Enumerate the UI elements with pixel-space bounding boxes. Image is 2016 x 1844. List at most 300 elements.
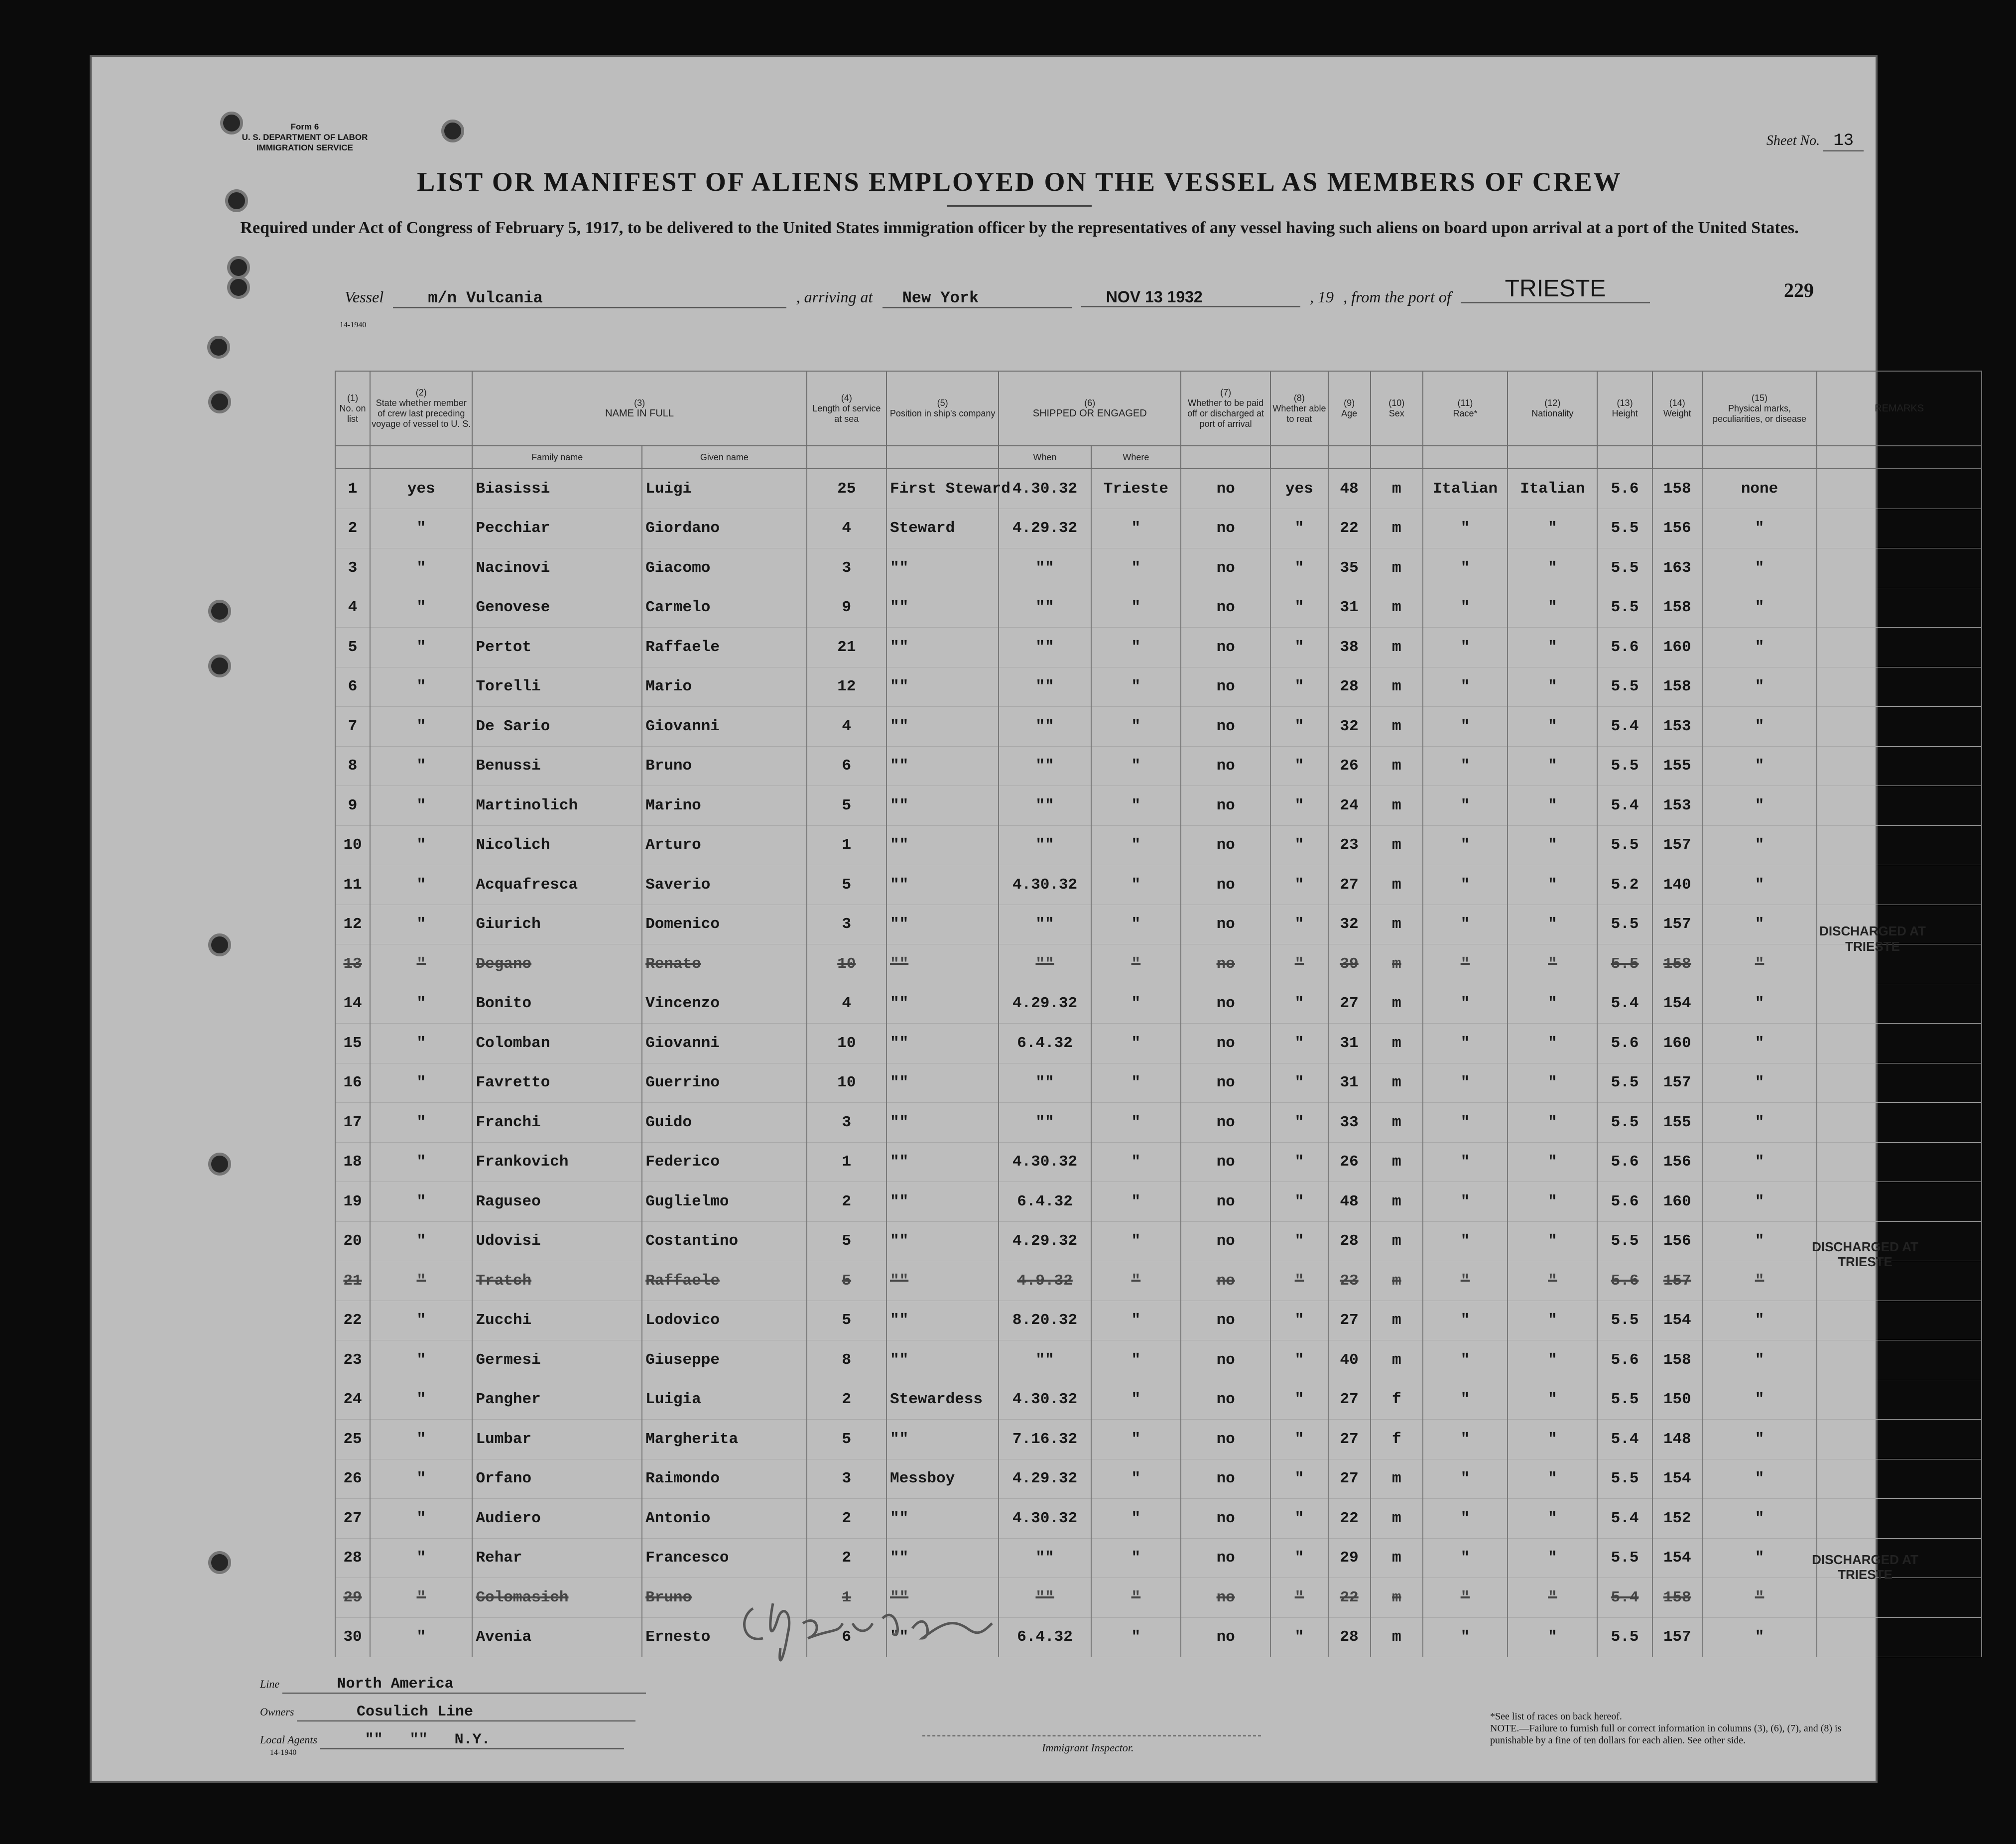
able-to-reship: " xyxy=(1270,1063,1328,1103)
remarks-cell xyxy=(1817,1301,1982,1340)
weight: 156 xyxy=(1652,1142,1702,1182)
paid-off: no xyxy=(1181,1063,1270,1103)
previous-voyage: " xyxy=(370,1459,472,1499)
col-when: When xyxy=(999,446,1091,469)
able-to-reship: " xyxy=(1270,707,1328,747)
nationality: " xyxy=(1508,825,1597,865)
shipped-where: " xyxy=(1091,1420,1181,1459)
age: 27 xyxy=(1328,984,1371,1024)
shipped-where: " xyxy=(1091,1538,1181,1578)
weight: 160 xyxy=(1652,628,1702,667)
weight: 160 xyxy=(1652,1024,1702,1063)
sex: m xyxy=(1371,1261,1423,1301)
row-number: 4 xyxy=(335,588,370,628)
service-length: 5 xyxy=(807,786,886,826)
shipped-where: " xyxy=(1091,1578,1181,1618)
remarks-cell xyxy=(1817,1459,1982,1499)
shipped-where: " xyxy=(1091,1380,1181,1420)
physical-marks: " xyxy=(1702,628,1817,667)
given-name: Antonio xyxy=(642,1499,807,1539)
family-name: De Sario xyxy=(472,707,642,747)
physical-marks: " xyxy=(1702,1024,1817,1063)
physical-marks: " xyxy=(1702,905,1817,944)
row-number: 13 xyxy=(335,944,370,984)
position: "" xyxy=(886,1420,999,1459)
previous-voyage: " xyxy=(370,984,472,1024)
form-number: Form 6 xyxy=(290,122,319,132)
family-name: Zucchi xyxy=(472,1301,642,1340)
position: Steward xyxy=(886,509,999,548)
previous-voyage: " xyxy=(370,1221,472,1261)
shipped-when: 6.4.32 xyxy=(999,1617,1091,1657)
footer-owners xyxy=(260,1704,808,1721)
age: 26 xyxy=(1328,746,1371,786)
table-row xyxy=(335,984,1982,1024)
height: 5.4 xyxy=(1597,984,1652,1024)
age: 28 xyxy=(1328,1221,1371,1261)
row-number: 15 xyxy=(335,1024,370,1063)
weight: 158 xyxy=(1652,469,1702,509)
previous-voyage: " xyxy=(370,1420,472,1459)
shipped-where: " xyxy=(1091,746,1181,786)
row-number: 25 xyxy=(335,1420,370,1459)
position: "" xyxy=(886,1617,999,1657)
row-number: 30 xyxy=(335,1617,370,1657)
service-length: 12 xyxy=(807,667,886,707)
family-name: Nacinovi xyxy=(472,548,642,588)
physical-marks: " xyxy=(1702,1499,1817,1539)
shipped-where: " xyxy=(1091,588,1181,628)
position: "" xyxy=(886,1499,999,1539)
col-race: (11) Race* xyxy=(1423,371,1508,446)
table-row xyxy=(335,1499,1982,1539)
physical-marks: " xyxy=(1702,1578,1817,1618)
page-subtitle: Required under Act of Congress of February 5, 1917, to be delivered to the United States immigration officer by the representatives of any vessel having such aliens on board upon arrival at a port of the United States. xyxy=(240,219,1799,237)
age: 28 xyxy=(1328,1617,1371,1657)
remarks-cell xyxy=(1817,1420,1982,1459)
remarks-cell xyxy=(1817,707,1982,747)
col-sex: (10) Sex xyxy=(1371,371,1423,446)
age: 27 xyxy=(1328,1380,1371,1420)
weight: 148 xyxy=(1652,1420,1702,1459)
sex: m xyxy=(1371,1221,1423,1261)
previous-voyage: " xyxy=(370,1538,472,1578)
shipped-when: 4.30.32 xyxy=(999,469,1091,509)
weight: 154 xyxy=(1652,1301,1702,1340)
paid-off: no xyxy=(1181,1459,1270,1499)
previous-voyage: " xyxy=(370,588,472,628)
nationality: " xyxy=(1508,944,1597,984)
nationality: " xyxy=(1508,984,1597,1024)
remarks-cell xyxy=(1817,1578,1982,1618)
position: "" xyxy=(886,905,999,944)
shipped-when: "" xyxy=(999,825,1091,865)
family-name: Lumbar xyxy=(472,1420,642,1459)
sex: m xyxy=(1371,628,1423,667)
remarks-cell xyxy=(1817,588,1982,628)
shipped-where: " xyxy=(1091,1499,1181,1539)
paid-off: no xyxy=(1181,1261,1270,1301)
remarks-cell xyxy=(1817,667,1982,707)
height: 5.5 xyxy=(1597,905,1652,944)
given-name: Vincenzo xyxy=(642,984,807,1024)
race: " xyxy=(1423,1459,1508,1499)
race: " xyxy=(1423,984,1508,1024)
service-length: 5 xyxy=(807,1420,886,1459)
position: "" xyxy=(886,1340,999,1380)
physical-marks: " xyxy=(1702,509,1817,548)
shipped-where: " xyxy=(1091,548,1181,588)
table-body xyxy=(335,469,1982,1657)
paid-off: no xyxy=(1181,469,1270,509)
able-to-reship: " xyxy=(1270,786,1328,826)
row-number: 28 xyxy=(335,1538,370,1578)
row-number: 10 xyxy=(335,825,370,865)
age: 38 xyxy=(1328,628,1371,667)
row-number: 14 xyxy=(335,984,370,1024)
nationality: " xyxy=(1508,1340,1597,1380)
table-row xyxy=(335,548,1982,588)
physical-marks: " xyxy=(1702,746,1817,786)
sex: m xyxy=(1371,707,1423,747)
shipped-when: "" xyxy=(999,1578,1091,1618)
row-number: 27 xyxy=(335,1499,370,1539)
inspector-label: Immigrant Inspector. xyxy=(1042,1741,1134,1754)
given-name: Raffaele xyxy=(642,628,807,667)
nationality: " xyxy=(1508,1063,1597,1103)
paid-off: no xyxy=(1181,1499,1270,1539)
previous-voyage: " xyxy=(370,509,472,548)
age: 23 xyxy=(1328,1261,1371,1301)
age: 22 xyxy=(1328,1578,1371,1618)
able-to-reship: " xyxy=(1270,825,1328,865)
race: " xyxy=(1423,1301,1508,1340)
shipped-when: "" xyxy=(999,786,1091,826)
able-to-reship: " xyxy=(1270,1182,1328,1222)
family-name: Colomban xyxy=(472,1024,642,1063)
given-name: Carmelo xyxy=(642,588,807,628)
weight: 158 xyxy=(1652,1578,1702,1618)
position: "" xyxy=(886,628,999,667)
given-name: Francesco xyxy=(642,1538,807,1578)
arrival-port: New York xyxy=(882,289,1072,308)
given-name: Arturo xyxy=(642,825,807,865)
previous-voyage: " xyxy=(370,1103,472,1143)
previous-voyage: " xyxy=(370,707,472,747)
col-reship: (8) Whether able to reat xyxy=(1270,371,1328,446)
sex: m xyxy=(1371,1063,1423,1103)
family-name: Nicolich xyxy=(472,825,642,865)
row-number: 6 xyxy=(335,667,370,707)
height: 5.5 xyxy=(1597,1301,1652,1340)
shipped-where: " xyxy=(1091,1142,1181,1182)
nationality: " xyxy=(1508,1301,1597,1340)
age: 23 xyxy=(1328,825,1371,865)
previous-voyage: " xyxy=(370,1617,472,1657)
nationality: " xyxy=(1508,865,1597,905)
departure-port: TRIESTE xyxy=(1461,275,1650,303)
race: " xyxy=(1423,1499,1508,1539)
height: 5.2 xyxy=(1597,865,1652,905)
table-row xyxy=(335,628,1982,667)
shipped-when: "" xyxy=(999,746,1091,786)
able-to-reship: " xyxy=(1270,628,1328,667)
weight: 158 xyxy=(1652,588,1702,628)
paid-off: no xyxy=(1181,865,1270,905)
vessel-name: m/n Vulcania xyxy=(393,289,786,308)
row-number: 11 xyxy=(335,865,370,905)
given-name: Raimondo xyxy=(642,1459,807,1499)
nationality: " xyxy=(1508,509,1597,548)
family-name: Torelli xyxy=(472,667,642,707)
age: 27 xyxy=(1328,1301,1371,1340)
age: 39 xyxy=(1328,944,1371,984)
service-length: 10 xyxy=(807,1024,886,1063)
sex: m xyxy=(1371,1617,1423,1657)
race: " xyxy=(1423,1063,1508,1103)
sex: m xyxy=(1371,1340,1423,1380)
position: "" xyxy=(886,667,999,707)
remarks-cell xyxy=(1817,984,1982,1024)
height: 5.5 xyxy=(1597,509,1652,548)
height: 5.4 xyxy=(1597,1420,1652,1459)
weight: 154 xyxy=(1652,984,1702,1024)
shipped-when: "" xyxy=(999,707,1091,747)
shipped-when: "" xyxy=(999,1340,1091,1380)
position: "" xyxy=(886,944,999,984)
remarks-cell xyxy=(1817,746,1982,786)
line-label: Line xyxy=(260,1678,280,1690)
table-header xyxy=(335,371,1982,469)
shipped-where: " xyxy=(1091,1617,1181,1657)
age: 22 xyxy=(1328,509,1371,548)
family-name: Biasissi xyxy=(472,469,642,509)
service-length: 8 xyxy=(807,1340,886,1380)
position: "" xyxy=(886,1182,999,1222)
age: 31 xyxy=(1328,1063,1371,1103)
sex: f xyxy=(1371,1380,1423,1420)
previous-voyage: yes xyxy=(370,469,472,509)
given-name: Costantino xyxy=(642,1221,807,1261)
shipped-when: "" xyxy=(999,548,1091,588)
table-row xyxy=(335,1578,1982,1618)
family-name: Germesi xyxy=(472,1340,642,1380)
sex: m xyxy=(1371,905,1423,944)
local-agents: "" "" N.Y. xyxy=(320,1731,624,1749)
sheet-number: 13 xyxy=(1823,132,1864,151)
manifest-sheet xyxy=(90,55,1926,1783)
family-name: Orfano xyxy=(472,1459,642,1499)
paid-off: no xyxy=(1181,1617,1270,1657)
col-where: Where xyxy=(1091,446,1181,469)
previous-voyage: " xyxy=(370,1142,472,1182)
table-row xyxy=(335,1142,1982,1182)
sex: f xyxy=(1371,1420,1423,1459)
sex: m xyxy=(1371,944,1423,984)
service-length: 3 xyxy=(807,1103,886,1143)
physical-marks: " xyxy=(1702,548,1817,588)
paid-off: no xyxy=(1181,548,1270,588)
previous-voyage: " xyxy=(370,1301,472,1340)
previous-voyage: " xyxy=(370,905,472,944)
given-name: Luigi xyxy=(642,469,807,509)
race: " xyxy=(1423,707,1508,747)
table-row xyxy=(335,746,1982,786)
nationality: " xyxy=(1508,1459,1597,1499)
row-number: 1 xyxy=(335,469,370,509)
row-number: 23 xyxy=(335,1340,370,1380)
able-to-reship: " xyxy=(1270,509,1328,548)
family-name: Udovisi xyxy=(472,1221,642,1261)
able-to-reship: " xyxy=(1270,746,1328,786)
sex: m xyxy=(1371,1499,1423,1539)
vessel-line xyxy=(345,275,1650,309)
height: 5.6 xyxy=(1597,1182,1652,1222)
shipped-when: 8.20.32 xyxy=(999,1301,1091,1340)
nationality: " xyxy=(1508,746,1597,786)
family-name: Martinolich xyxy=(472,786,642,826)
able-to-reship: yes xyxy=(1270,469,1328,509)
nationality: " xyxy=(1508,1221,1597,1261)
shipped-where: " xyxy=(1091,865,1181,905)
height: 5.5 xyxy=(1597,746,1652,786)
col-state: (2) State whether member of crew last preceding voyage of vessel to U. S. xyxy=(370,371,472,446)
race: " xyxy=(1423,1182,1508,1222)
race: " xyxy=(1423,1617,1508,1657)
given-name: Guglielmo xyxy=(642,1182,807,1222)
previous-voyage: " xyxy=(370,628,472,667)
col-name: (3) NAME IN FULL xyxy=(472,371,806,446)
footer-notes xyxy=(1490,1711,1859,1746)
shipped-when: 6.4.32 xyxy=(999,1024,1091,1063)
height: 5.5 xyxy=(1597,1380,1652,1420)
given-name: Mario xyxy=(642,667,807,707)
shipped-when: 4.30.32 xyxy=(999,1380,1091,1420)
shipped-where: " xyxy=(1091,707,1181,747)
able-to-reship: " xyxy=(1270,1221,1328,1261)
row-number: 18 xyxy=(335,1142,370,1182)
shipped-when: "" xyxy=(999,1063,1091,1103)
family-name: Avenia xyxy=(472,1617,642,1657)
paid-off: no xyxy=(1181,707,1270,747)
previous-voyage: " xyxy=(370,1063,472,1103)
age: 31 xyxy=(1328,1024,1371,1063)
position: "" xyxy=(886,1063,999,1103)
weight: 156 xyxy=(1652,1221,1702,1261)
table-row xyxy=(335,1024,1982,1063)
remarks-cell xyxy=(1817,1340,1982,1380)
paid-off: no xyxy=(1181,1538,1270,1578)
form-code-top: 14-1940 xyxy=(340,321,367,329)
paid-off: no xyxy=(1181,984,1270,1024)
remark-discharged-21: DISCHARGED AT TRIESTE xyxy=(1812,1239,1918,1269)
service-length: 1 xyxy=(807,1578,886,1618)
race: Italian xyxy=(1423,469,1508,509)
fine-note: NOTE.—Failure to furnish full or correct information in columns (3), (6), (7), and (8) is punishable by a fine of ten dollars for each alien. See other side. xyxy=(1490,1723,1842,1746)
position: "" xyxy=(886,1024,999,1063)
previous-voyage: " xyxy=(370,786,472,826)
physical-marks: " xyxy=(1702,1459,1817,1499)
shipped-where: " xyxy=(1091,1301,1181,1340)
paid-off: no xyxy=(1181,1103,1270,1143)
able-to-reship: " xyxy=(1270,1459,1328,1499)
previous-voyage: " xyxy=(370,944,472,984)
nationality: " xyxy=(1508,1142,1597,1182)
weight: 140 xyxy=(1652,865,1702,905)
remarks-cell xyxy=(1817,825,1982,865)
race: " xyxy=(1423,1340,1508,1380)
table-row xyxy=(335,588,1982,628)
col-remarks: REMARKS xyxy=(1817,371,1982,446)
col-nationality: (12) Nationality xyxy=(1508,371,1597,446)
service-length: 10 xyxy=(807,1063,886,1103)
physical-marks: " xyxy=(1702,667,1817,707)
given-name: Luigia xyxy=(642,1380,807,1420)
race: " xyxy=(1423,509,1508,548)
shipped-where: " xyxy=(1091,825,1181,865)
col-given-name: Given name xyxy=(642,446,807,469)
shipped-when: 4.30.32 xyxy=(999,865,1091,905)
age: 33 xyxy=(1328,1103,1371,1143)
paid-off: no xyxy=(1181,1340,1270,1380)
able-to-reship: " xyxy=(1270,548,1328,588)
physical-marks: " xyxy=(1702,1063,1817,1103)
able-to-reship: " xyxy=(1270,1578,1328,1618)
able-to-reship: " xyxy=(1270,1301,1328,1340)
physical-marks: none xyxy=(1702,469,1817,509)
weight: 152 xyxy=(1652,1499,1702,1539)
nationality: " xyxy=(1508,905,1597,944)
age: 28 xyxy=(1328,667,1371,707)
col-shipped: (6) SHIPPED OR ENGAGED xyxy=(999,371,1181,446)
previous-voyage: " xyxy=(370,548,472,588)
service-length: 25 xyxy=(807,469,886,509)
footer-line xyxy=(260,1676,808,1694)
height: 5.5 xyxy=(1597,588,1652,628)
row-number: 22 xyxy=(335,1301,370,1340)
family-name: Favretto xyxy=(472,1063,642,1103)
service-length: 5 xyxy=(807,1261,886,1301)
shipped-when: "" xyxy=(999,667,1091,707)
remarks-cell xyxy=(1817,1617,1982,1657)
shipped-where: " xyxy=(1091,1182,1181,1222)
race: " xyxy=(1423,1420,1508,1459)
physical-marks: " xyxy=(1702,786,1817,826)
service-length: 4 xyxy=(807,707,886,747)
able-to-reship: " xyxy=(1270,667,1328,707)
previous-voyage: " xyxy=(370,1499,472,1539)
height: 5.4 xyxy=(1597,1578,1652,1618)
previous-voyage: " xyxy=(370,1182,472,1222)
given-name: Marino xyxy=(642,786,807,826)
paid-off: no xyxy=(1181,588,1270,628)
row-number: 2 xyxy=(335,509,370,548)
weight: 157 xyxy=(1652,1063,1702,1103)
shipped-when: 7.16.32 xyxy=(999,1420,1091,1459)
weight: 153 xyxy=(1652,786,1702,826)
remark-discharged-29: DISCHARGED AT TRIESTE xyxy=(1812,1552,1918,1582)
height: 5.4 xyxy=(1597,707,1652,747)
height: 5.4 xyxy=(1597,1499,1652,1539)
service-length: 9 xyxy=(807,588,886,628)
row-number: 3 xyxy=(335,548,370,588)
footer-agents xyxy=(260,1731,808,1749)
able-to-reship: " xyxy=(1270,1142,1328,1182)
height: 5.6 xyxy=(1597,628,1652,667)
position: "" xyxy=(886,984,999,1024)
able-to-reship: " xyxy=(1270,1261,1328,1301)
previous-voyage: " xyxy=(370,667,472,707)
